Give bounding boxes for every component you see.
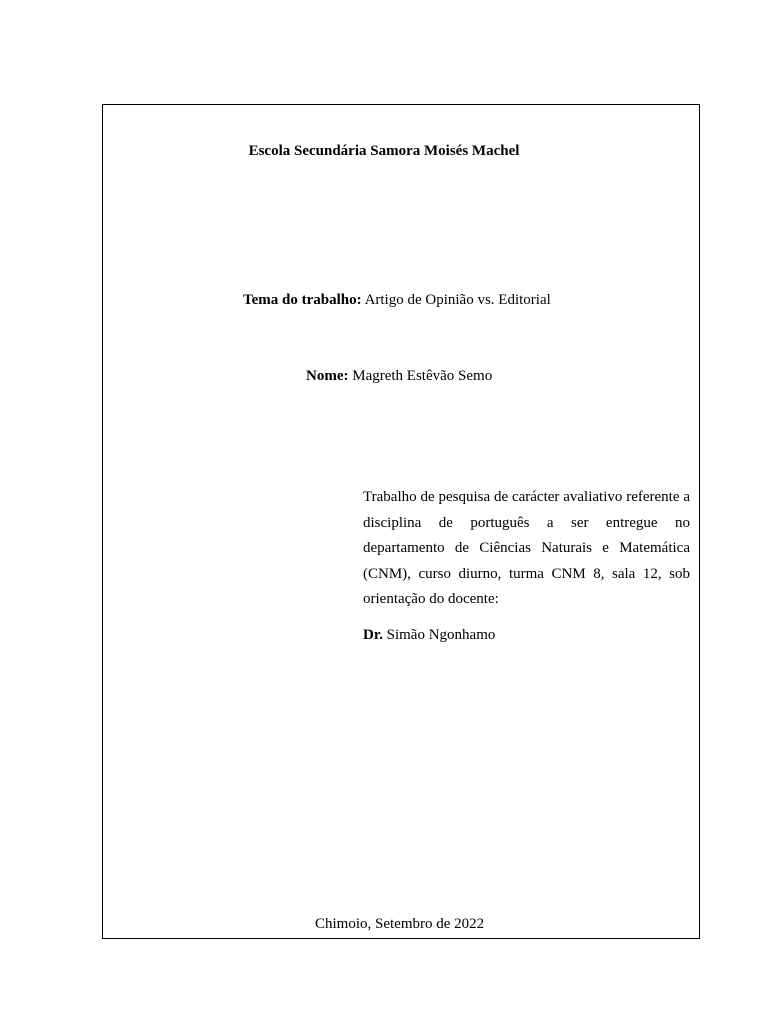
theme-value: Artigo de Opinião vs. Editorial <box>364 292 551 308</box>
place-date: Chimoio, Setembro de 2022 <box>315 916 485 932</box>
name-value: Magreth Estêvão Semo <box>352 368 493 384</box>
name-label: Nome: <box>306 368 349 384</box>
school-name: Escola Secundária Samora Moisés Machel <box>248 143 520 159</box>
student-name <box>306 367 492 385</box>
teacher <box>363 626 495 644</box>
work-description: Trabalho de pesquisa de carácter avaliativo referente a disciplina de português a ser entregue no departamento de Ciências Naturais e Matemática (CNM), curso diurno, turma CNM 8, sala 12, sob orientação do docente: <box>363 489 690 607</box>
theme-label: Tema do trabalho: <box>243 292 362 308</box>
teacher-title: Dr. <box>363 627 383 643</box>
teacher-name: Simão Ngonhamo <box>386 627 496 643</box>
work-theme <box>243 291 551 309</box>
